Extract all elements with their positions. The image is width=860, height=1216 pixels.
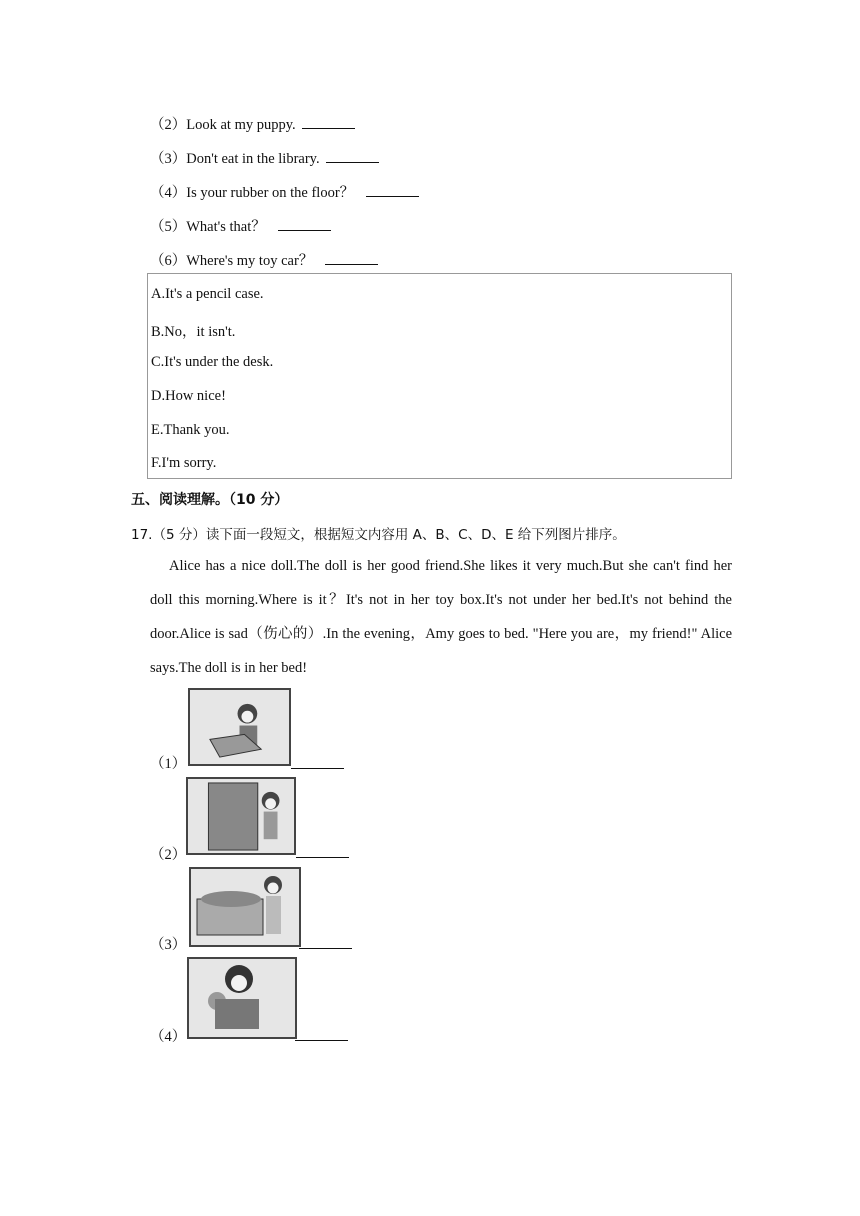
question-4 bbox=[150, 181, 419, 202]
option-d: D.How nice! bbox=[151, 388, 226, 404]
picture-label: （4） bbox=[150, 1029, 187, 1045]
answer-blank[interactable] bbox=[295, 1040, 348, 1041]
option-c: C.It's under the desk. bbox=[151, 354, 274, 370]
picture-label: （3） bbox=[150, 937, 187, 953]
question-text: What's that？ bbox=[186, 219, 266, 235]
answer-blank[interactable] bbox=[296, 857, 349, 858]
task-title: 17.（5 分）读下面一段短文，根据短文内容用 A、B、C、D、E 给下列图片排序。 bbox=[131, 527, 626, 543]
question-number: （5） bbox=[150, 219, 187, 235]
answer-blank[interactable] bbox=[326, 150, 379, 163]
girl-behind-door-picture bbox=[186, 777, 296, 855]
picture-label: （2） bbox=[150, 847, 187, 863]
question-text: Is your rubber on the floor？ bbox=[186, 185, 355, 201]
option-b: B.No，it isn't. bbox=[151, 324, 236, 340]
option-a: A.It's a pencil case. bbox=[151, 286, 264, 302]
answer-blank[interactable] bbox=[291, 768, 344, 769]
options-box bbox=[147, 273, 732, 479]
question-2 bbox=[150, 113, 355, 134]
question-number: （4） bbox=[150, 185, 187, 201]
answer-blank[interactable] bbox=[366, 184, 419, 197]
question-number: （2） bbox=[150, 117, 187, 133]
girl-hugging-doll-picture bbox=[187, 957, 297, 1039]
answer-blank[interactable] bbox=[299, 948, 352, 949]
option-e: E.Thank you. bbox=[151, 422, 230, 438]
picture-label: （1） bbox=[150, 756, 187, 772]
section-title: 五、阅读理解。（10 分） bbox=[131, 492, 289, 508]
reading-passage: Alice has a nice doll.The doll is her good friend.She likes it very much.But she can't find her doll this morning.Where is it？It's not in her toy box.It's not under her bed.It's not behind the door.Alice is sad（伤心的）.In the evening，Amy goes to bed. "Here you are，my friend!" Alice says.The doll is in her bed! bbox=[150, 558, 732, 676]
question-text: Where's my toy car？ bbox=[186, 253, 314, 269]
answer-blank[interactable] bbox=[278, 218, 331, 231]
answer-blank[interactable] bbox=[302, 116, 355, 129]
question-5 bbox=[150, 215, 331, 236]
answer-blank[interactable] bbox=[325, 252, 378, 265]
question-number: （3） bbox=[150, 151, 187, 167]
girl-at-bed-picture bbox=[189, 867, 301, 947]
girl-at-toy-box-picture bbox=[188, 688, 291, 766]
option-f: F.I'm sorry. bbox=[151, 455, 217, 471]
question-6 bbox=[150, 249, 378, 270]
question-text: Look at my puppy. bbox=[186, 117, 296, 133]
question-number: （6） bbox=[150, 253, 187, 269]
question-text: Don't eat in the library. bbox=[186, 151, 320, 167]
question-3 bbox=[150, 147, 379, 168]
